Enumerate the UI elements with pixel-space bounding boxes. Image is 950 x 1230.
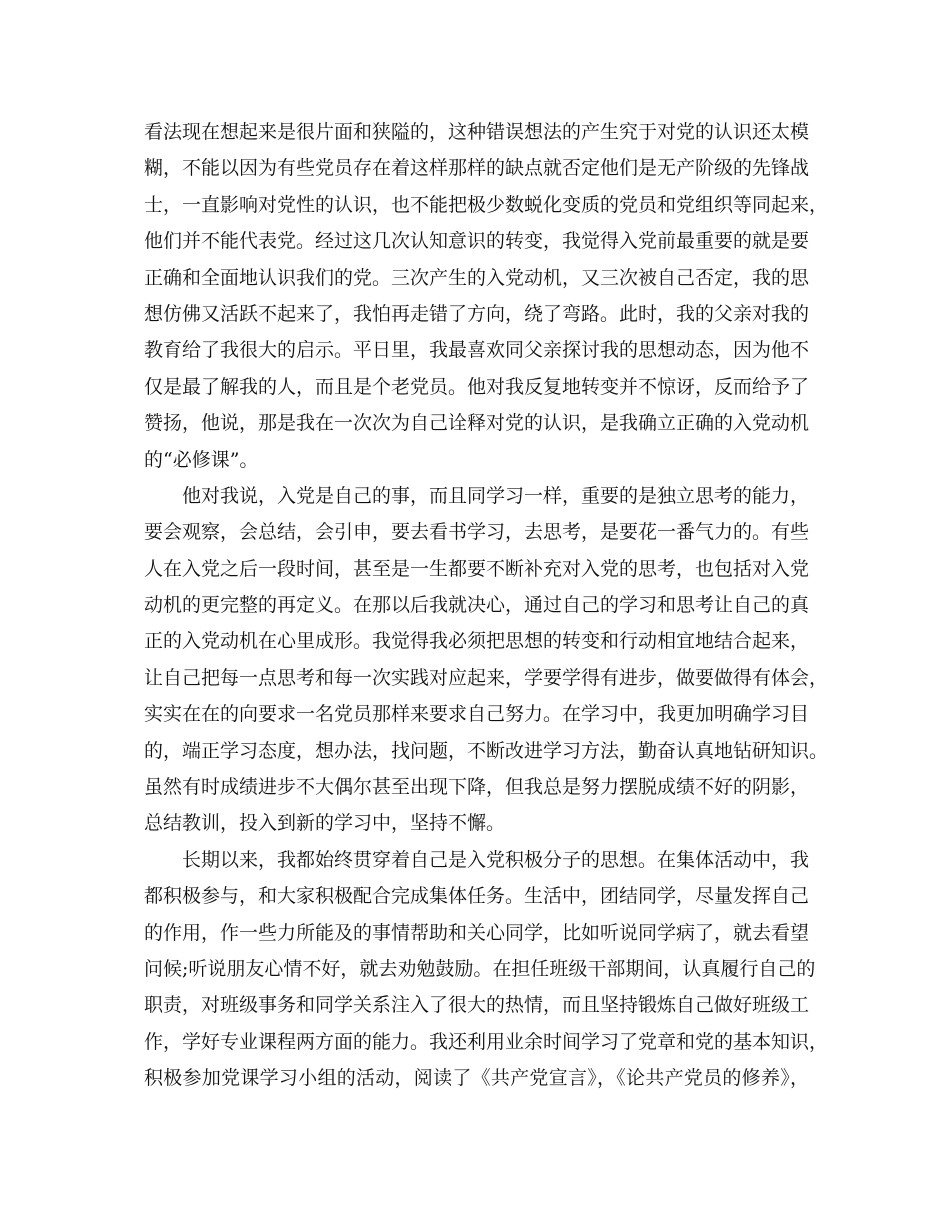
text-line: 让自己把每一点思考和每一次实践对应起来，学要学得有进步，做要做得有体会， [144, 666, 829, 689]
text-line: 他对我说，入党是自己的事，而且同学习一样，重要的是独立思考的能力， [182, 484, 810, 507]
text-line: 动机的更完整的再定义。在那以后我就决心，通过自己的学习和思考让自己的真 [144, 594, 810, 617]
text-line: 作，学好专业课程两方面的能力。我还利用业余时间学习了党章和党的基本知识， [144, 1030, 829, 1053]
text-line: 积极参加党课学习小组的活动，阅读了《共产党宣言》，《论共产党员的修养》， [144, 1067, 809, 1090]
text-line: 问候;听说朋友心情不好，就去劝勉鼓励。在担任班级干部期间，认真履行自己的 [144, 957, 816, 980]
text-line: 他们并不能代表党。经过这几次认知意识的转变，我觉得入党前最重要的就是要 [144, 230, 810, 253]
text-line: 的作用，作一些力所能及的事情帮助和关心同学，比如听说同学病了，就去看望 [144, 921, 810, 944]
text-line: 都积极参与，和大家积极配合完成集体任务。生活中，团结同学，尽量发挥自己 [144, 885, 810, 908]
text-line: 长期以来，我都始终贯穿着自己是入党积极分子的思想。在集体活动中，我 [182, 848, 810, 871]
text-line: 看法现在想起来是很片面和狭隘的，这种错误想法的产生究于对党的认识还太模 [144, 121, 810, 143]
text-line: 总结教训，投入到新的学习中，坚持不懈。 [144, 812, 506, 835]
paragraph-2 [144, 478, 829, 842]
text-line: 实实在在的向要求一名党员那样来要求自己努力。在学习中，我更加明确学习目 [144, 703, 810, 726]
text-line: 的，端正学习态度，想办法，找问题，不断改进学习方法，勤奋认真地钻研知识。 [144, 739, 829, 762]
document-body [144, 114, 829, 1097]
text-line: 正的入党动机在心里成形。我觉得我必须把思想的转变和行动相宜地结合起来， [144, 630, 810, 653]
text-line: 糊，不能以因为有些党员存在着这样那样的缺点就否定他们是无产阶级的先锋战 [144, 157, 810, 180]
text-line: 赞扬，他说，那是我在一次次为自己诠释对党的认识，是我确立正确的入党动机 [144, 412, 810, 435]
text-line: 士，一直影响对党性的认识，也不能把极少数蜕化变质的党员和党组织等同起来， [144, 193, 829, 216]
text-line: 人在入党之后一段时间，甚至是一生都要不断补充对入党的思考，也包括对入党 [144, 557, 810, 580]
paragraph-3 [144, 842, 829, 1097]
text-line: 正确和全面地认识我们的党。三次产生的入党动机，又三次被自己否定，我的思 [144, 266, 810, 289]
text-line: 教育给了我很大的启示。平日里，我最喜欢同父亲探讨我的思想动态，因为他不 [144, 339, 810, 362]
text-line: 仅是最了解我的人，而且是个老党员。他对我反复地转变并不惊讶，反而给予了 [144, 375, 810, 398]
text-line: 的“必修课”。 [144, 448, 259, 471]
text-line: 职责，对班级事务和同学关系注入了很大的热情，而且坚持锻炼自己做好班级工 [144, 994, 810, 1017]
text-line: 想仿佛又活跃不起来了，我怕再走错了方向，绕了弯路。此时，我的父亲对我的 [144, 302, 810, 325]
text-line: 虽然有时成绩进步不大偶尔甚至出现下降，但我总是努力摆脱成绩不好的阴影， [144, 776, 810, 799]
paragraph-1 [144, 114, 829, 478]
text-line: 要会观察，会总结，会引申，要去看书学习，去思考，是要花一番气力的。有些 [144, 521, 810, 544]
